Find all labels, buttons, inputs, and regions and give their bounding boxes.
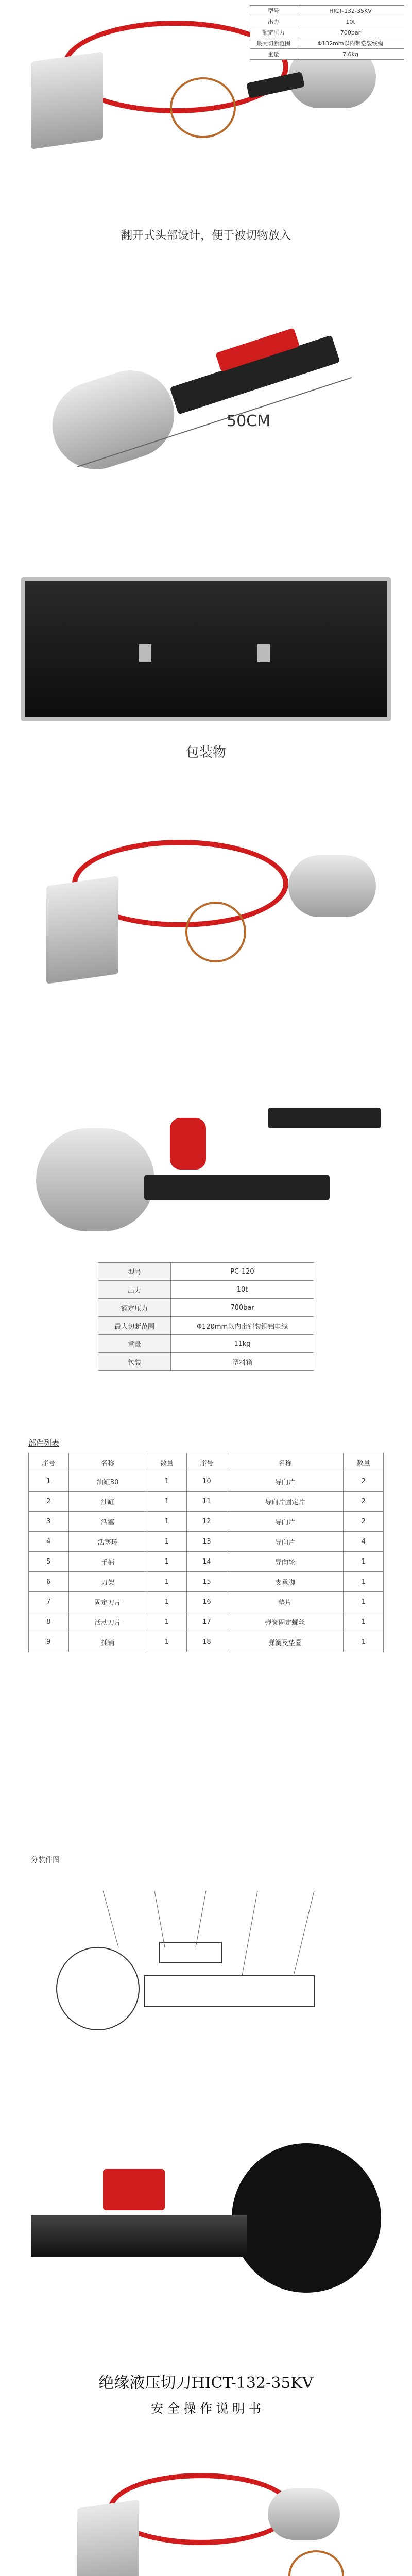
spec-row — [98, 1335, 314, 1353]
pc120-body — [144, 1175, 330, 1200]
parts-cell: 刀架 — [68, 1572, 147, 1592]
closeup-cylinder — [31, 2215, 247, 2257]
parts-cell: 固定刀片 — [68, 1592, 147, 1612]
parts-header: 数量 — [147, 1453, 187, 1471]
closeup-jaw — [232, 2143, 381, 2293]
diagram-handle — [160, 1942, 221, 1963]
parts-cell: 6 — [29, 1572, 69, 1592]
spec-label: 额定压力 — [250, 27, 297, 38]
diagram-callout-line — [242, 1891, 258, 1976]
parts-cell: 导向片固定片 — [227, 1492, 344, 1512]
parts-header: 序号 — [187, 1453, 227, 1471]
manual-title: 绝缘液压切刀HICT-132-35KV — [98, 2374, 314, 2392]
table-row — [29, 1552, 384, 1572]
spec-row — [98, 1281, 314, 1299]
table-row — [29, 1471, 384, 1492]
parts-cell: 弹簧固定螺丝 — [227, 1612, 344, 1632]
diagram-jaw — [57, 1947, 139, 2030]
diagram-title: 分装件图 — [31, 1856, 60, 1865]
table-row — [29, 1632, 384, 1652]
parts-cell: 1 — [344, 1552, 384, 1572]
spec-label: 型号 — [98, 1263, 171, 1281]
manual-ground-wire — [288, 2550, 344, 2576]
parts-cell: 1 — [344, 1632, 384, 1652]
spec-label: 最大切断范围 — [98, 1317, 171, 1335]
diagram-callout-line — [196, 1891, 206, 1947]
parts-cell: 12 — [187, 1512, 227, 1532]
spec-value: PC-120 — [171, 1263, 314, 1281]
spec-value: 700bar — [171, 1299, 314, 1317]
pc120-section — [0, 1097, 412, 1386]
parts-cell: 1 — [147, 1612, 187, 1632]
parts-title: 部件列表 — [28, 1438, 60, 1448]
parts-cell: 14 — [187, 1552, 227, 1572]
manual-tool-photo — [0, 2463, 412, 2576]
parts-cell: 2 — [344, 1492, 384, 1512]
spec-row — [250, 16, 404, 27]
table-row — [29, 1532, 384, 1552]
pc120-jaw — [36, 1128, 154, 1231]
diagram-cylinder — [144, 1976, 314, 2007]
spec-label: 最大切断范围 — [250, 38, 297, 49]
spec-value: Φ132mm以内带铠装线缆 — [297, 38, 404, 49]
parts-cell: 活塞 — [68, 1512, 147, 1532]
packaging-photo — [0, 572, 412, 788]
spec-row — [98, 1263, 314, 1281]
spec-label: 出力 — [250, 16, 297, 27]
manual-pump — [77, 2500, 139, 2576]
manual-subtitle: 安 全 操 作 说 明 书 — [151, 2401, 261, 2416]
packaging-caption: 包装物 — [185, 745, 226, 760]
parts-cell: 2 — [344, 1512, 384, 1532]
spec-value: 10t — [171, 1281, 314, 1299]
parts-cell: 导向片 — [227, 1471, 344, 1492]
parts-cell: 油缸 — [68, 1492, 147, 1512]
pc120-blades — [268, 1108, 381, 1128]
spec-row — [98, 1299, 314, 1317]
hero-spec-table — [250, 5, 404, 60]
parts-cell: 手柄 — [68, 1552, 147, 1572]
spec-value: HICT-132-35KV — [297, 6, 404, 16]
diagram-callout-line — [154, 1891, 165, 1947]
diagram-section — [0, 1855, 412, 2071]
spec-label: 型号 — [250, 6, 297, 16]
parts-cell: 导向轮 — [227, 1552, 344, 1572]
spec-row — [250, 6, 404, 16]
aluminum-case — [21, 577, 391, 721]
cutter-dimension-photo — [0, 299, 412, 556]
spec-label: 重量 — [98, 1335, 171, 1353]
hero-photo — [0, 0, 412, 155]
parts-cell: 1 — [29, 1471, 69, 1492]
spec-value: 塑料箱 — [171, 1353, 314, 1371]
kit-pump — [46, 876, 118, 984]
parts-cell: 18 — [187, 1632, 227, 1652]
diagram-callout-line — [294, 1891, 314, 1976]
spec-row — [98, 1353, 314, 1371]
parts-table — [28, 1453, 384, 1652]
parts-cell: 1 — [147, 1632, 187, 1652]
parts-cell: 1 — [344, 1572, 384, 1592]
parts-cell: 5 — [29, 1552, 69, 1572]
parts-cell: 7 — [29, 1592, 69, 1612]
parts-cell: 导向片 — [227, 1512, 344, 1532]
parts-header: 名称 — [68, 1453, 147, 1471]
parts-cell: 1 — [147, 1532, 187, 1552]
parts-header: 数量 — [344, 1453, 384, 1471]
table-row — [29, 1612, 384, 1632]
cutter-closeup-photo — [0, 2123, 412, 2318]
parts-header: 序号 — [29, 1453, 69, 1471]
parts-cell: 1 — [147, 1512, 187, 1532]
spec-row — [250, 49, 404, 60]
diagram-callout-line — [103, 1891, 118, 1947]
parts-cell: 4 — [29, 1532, 69, 1552]
spec-label: 重量 — [250, 49, 297, 60]
pc120-handle — [170, 1118, 206, 1170]
spec-row — [250, 27, 404, 38]
closeup-handle — [103, 2169, 165, 2210]
dimension-label: 50CM — [227, 412, 271, 430]
hydraulic-pump-case — [31, 52, 103, 149]
parts-cell: 弹簧及垫圈 — [227, 1632, 344, 1652]
section-caption-flip-head — [0, 222, 412, 247]
spec-label: 额定压力 — [98, 1299, 171, 1317]
parts-cell: 16 — [187, 1592, 227, 1612]
parts-cell: 支承脚 — [227, 1572, 344, 1592]
parts-cell: 10 — [187, 1471, 227, 1492]
spec-row — [250, 38, 404, 49]
parts-cell: 9 — [29, 1632, 69, 1652]
flip-head-caption: 翻开式头部设计，便于被切物放入 — [121, 229, 291, 242]
pc120-spec-table — [98, 1262, 314, 1371]
parts-cell: 17 — [187, 1612, 227, 1632]
manual-cutter-head — [268, 2488, 340, 2540]
exploded-diagram — [26, 1870, 386, 2056]
table-row — [29, 1592, 384, 1612]
parts-cell: 2 — [344, 1471, 384, 1492]
parts-cell: 2 — [29, 1492, 69, 1512]
parts-cell: 15 — [187, 1572, 227, 1592]
parts-cell: 1 — [147, 1552, 187, 1572]
parts-cell: 垫片 — [227, 1592, 344, 1612]
spec-value: 7.6kg — [297, 49, 404, 60]
case-latch-right — [258, 644, 270, 662]
table-row — [29, 1512, 384, 1532]
parts-cell: 1 — [147, 1592, 187, 1612]
spec-value: 10t — [297, 16, 404, 27]
table-row — [29, 1492, 384, 1512]
parts-cell: 1 — [147, 1572, 187, 1592]
spec-row — [98, 1317, 314, 1335]
parts-cell: 活动刀片 — [68, 1612, 147, 1632]
parts-cell: 活塞环 — [68, 1532, 147, 1552]
parts-cell: 8 — [29, 1612, 69, 1632]
parts-cell: 油缸30 — [68, 1471, 147, 1492]
spec-label: 包装 — [98, 1353, 171, 1371]
kit-photo — [0, 824, 412, 1020]
parts-cell: 导向片 — [227, 1532, 344, 1552]
parts-cell: 1 — [344, 1612, 384, 1632]
parts-cell: 13 — [187, 1532, 227, 1552]
case-latch-left — [139, 644, 151, 662]
parts-cell: 1 — [147, 1492, 187, 1512]
parts-cell: 4 — [344, 1532, 384, 1552]
manual-title-section — [0, 2370, 412, 2432]
parts-section — [0, 1437, 412, 1695]
spec-value: 11kg — [171, 1335, 314, 1353]
spec-value: 700bar — [297, 27, 404, 38]
ground-wire — [170, 77, 236, 138]
parts-cell: 3 — [29, 1512, 69, 1532]
table-row — [29, 1572, 384, 1592]
kit-cutter-head — [288, 855, 376, 917]
parts-cell: 1 — [344, 1592, 384, 1612]
spec-value: Φ120mm以内带铠装铜铝电缆 — [171, 1317, 314, 1335]
parts-header: 名称 — [227, 1453, 344, 1471]
parts-cell: 11 — [187, 1492, 227, 1512]
kit-ground-wire — [185, 902, 246, 962]
spec-label: 出力 — [98, 1281, 171, 1299]
parts-cell: 1 — [147, 1471, 187, 1492]
parts-cell: 插销 — [68, 1632, 147, 1652]
cutter-jaw — [41, 359, 186, 481]
